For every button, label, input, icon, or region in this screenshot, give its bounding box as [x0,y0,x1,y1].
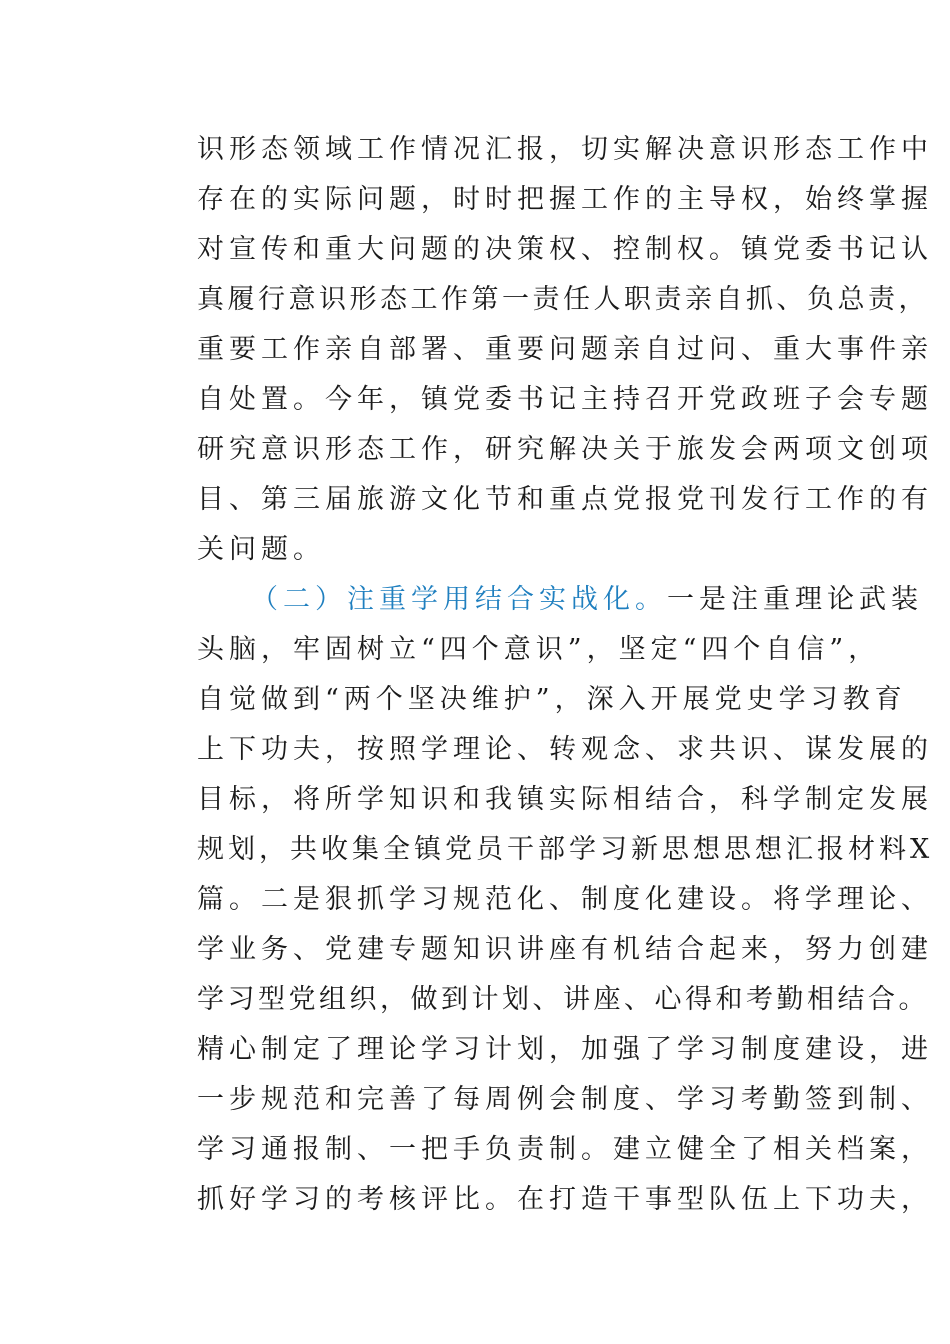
text-line: 头脑，牢固树立“四个意识”，坚定“四个自信”， [197,634,881,665]
text-line: 上下功夫，按照学理论、转观念、求共识、谋发展的 [197,734,933,765]
section-heading-line [251,583,923,617]
text-line: 学业务、党建专题知识讲座有机结合起来，努力创建 [197,934,933,965]
text-line: 篇。二是狠抓学习规范化、制度化建设。将学理论、 [197,884,933,915]
text-line: 存在的实际问题，时时把握工作的主导权，始终掌握 [197,184,933,215]
text-line: 重要工作亲自部署、重要问题亲自过问、重大事件亲 [197,334,933,365]
text-line: 抓好学习的考核评比。在打造干事型队伍上下功夫， [197,1184,933,1215]
text-line: 目、第三届旅游文化节和重点党报党刊发行工作的有 [197,484,933,515]
text-line: 规划，共收集全镇党员干部学习新思想思想汇报材料X [197,834,934,865]
text-line: 一是注重理论武装 [667,584,923,615]
text-line: 目标，将所学知识和我镇实际相结合，科学制定发展 [197,784,933,815]
text-line: 对宣传和重大问题的决策权、控制权。镇党委书记认 [197,234,933,265]
text-line: 精心制定了理论学习计划，加强了学习制度建设，进 [197,1034,933,1065]
section-heading: （二）注重学用结合实战化。 [251,584,667,615]
text-line: 真履行意识形态工作第一责任人职责亲自抓、负总责， [197,284,929,315]
text-line: 学习通报制、一把手负责制。建立健全了相关档案， [197,1134,933,1165]
text-line: 自觉做到“两个坚决维护”，深入开展党史学习教育 [197,684,907,715]
text-line: 研究意识形态工作，研究解决关于旅发会两项文创项 [197,434,933,465]
text-line: 学习型党组织，做到计划、讲座、心得和考勤相结合。 [197,984,929,1015]
text-line: 识形态领域工作情况汇报，切实解决意识形态工作中 [197,134,933,165]
text-line: 一步规范和完善了每周例会制度、学习考勤签到制、 [197,1084,933,1115]
text-line: 关问题。 [197,534,325,565]
text-line: 自处置。今年，镇党委书记主持召开党政班子会专题 [197,384,933,415]
